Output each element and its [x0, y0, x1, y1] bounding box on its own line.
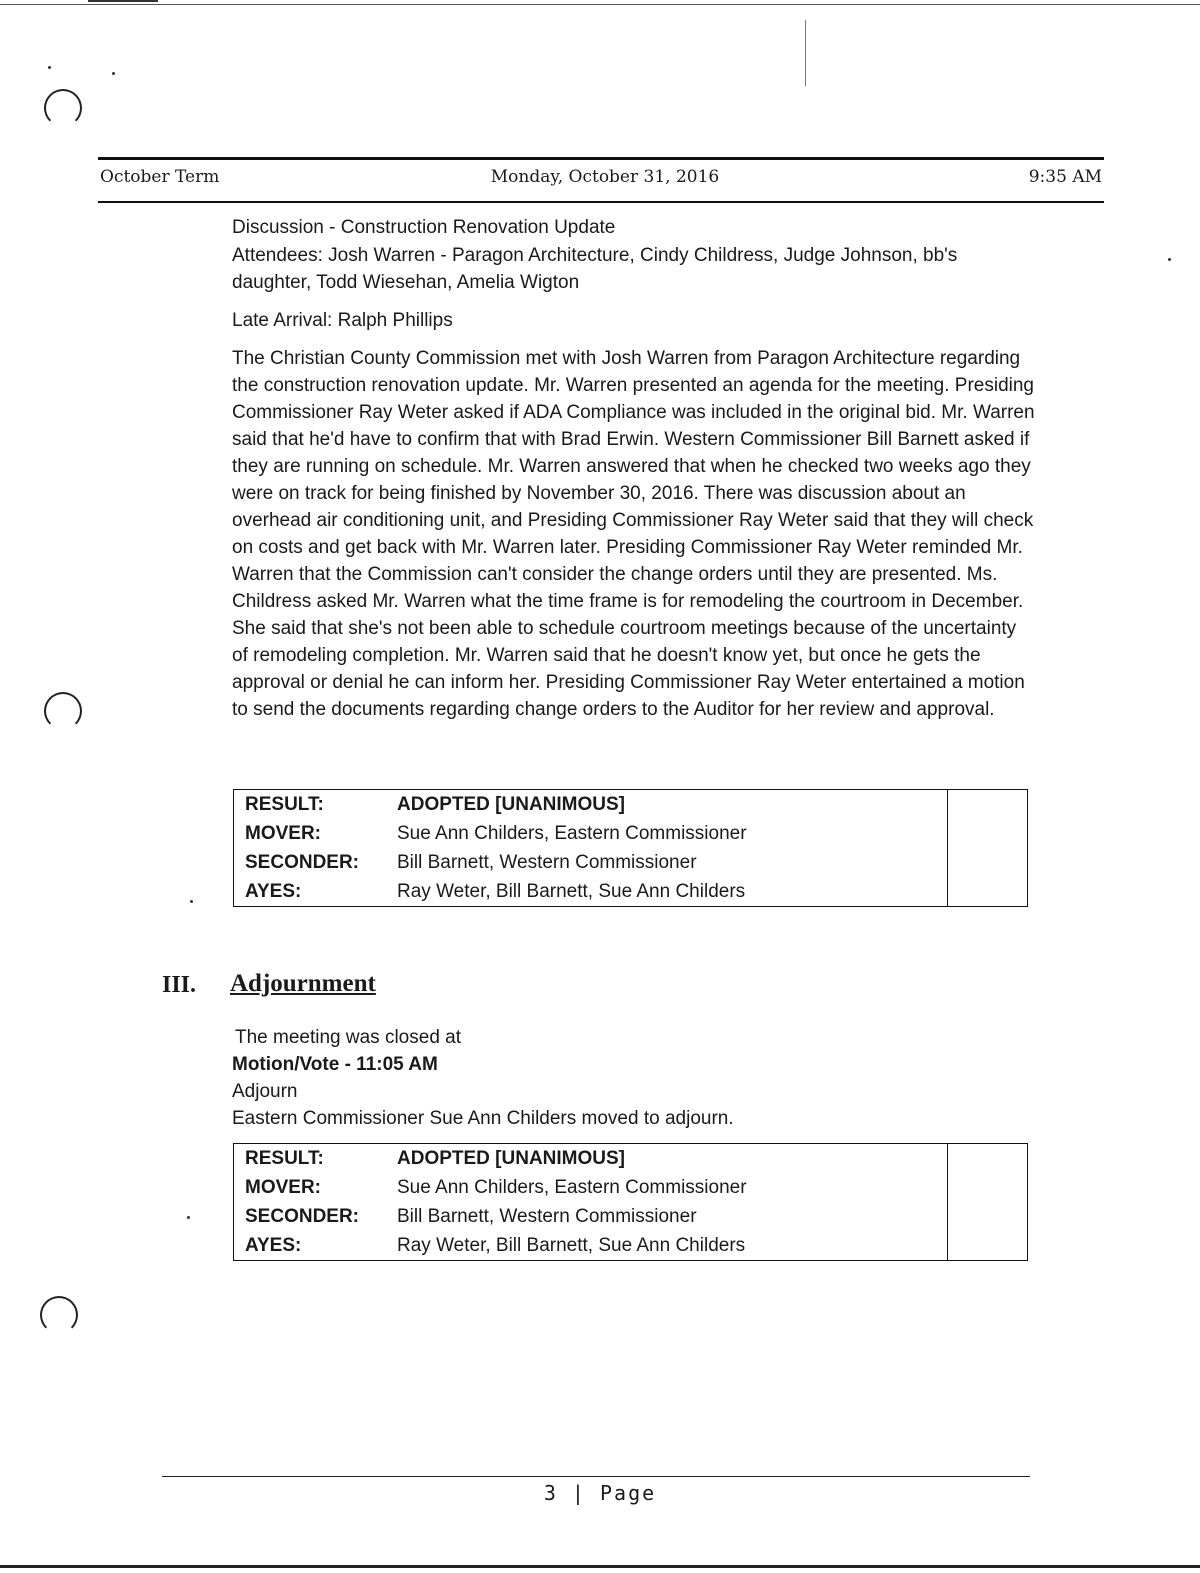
result-row [234, 790, 1027, 819]
ayes-value: Ray Weter, Bill Barnett, Sue Ann Childers [397, 881, 746, 902]
seconder-row [234, 848, 1027, 877]
discussion-summary: The Christian County Commission met with Josh Warren from Paragon Architecture regarding the construction renovation update. Mr. Warren presented an agenda for the meeting. Presiding Commissioner Ray Weter asked if ADA Compliance was included in the original bid. Mr. Warren said that he'd have to confirm that with Brad Erwin. Western Commissioner Bill Barnett asked if they are running on schedule. Mr. Warren answered that when he checked two weeks ago they were on track for being finished by November 30, 2016. There was discussion about an overhead air conditioning unit, and Presiding Commissioner Ray Weter said that they will check on costs and get back with Mr. Warren later. Presiding Commissioner Ray Weter reminded Mr. Warren that the Commission can't consider the change orders until they are presented. Ms. Childress asked Mr. Warren what the time frame is for remodeling the courtroom in December. She said that she's not been able to schedule courtroom meetings because of the uncertainty of remodeling completion. Mr. Warren said that he doesn't know yet, but once he gets the approval or denial he can inform her. Presiding Commissioner Ray Weter entertained a motion to send the documents regarding change orders to the Auditor for her review and approval. [232, 348, 1035, 720]
ayes-row [234, 877, 1027, 906]
footer-rule [162, 1476, 1030, 1477]
header-rule-top [98, 157, 1104, 160]
adjourn-vote-table [233, 1143, 1028, 1261]
ayes-value: Ray Weter, Bill Barnett, Sue Ann Childers [397, 1235, 746, 1256]
vote-result-table [233, 789, 1028, 907]
header-rule-bottom [98, 201, 1104, 203]
table-cell-blank [948, 1173, 1028, 1202]
table-cell-blank [827, 877, 948, 906]
discussion-title: Discussion - Construction Renovation Update [232, 217, 616, 238]
table-cell-blank [827, 1173, 948, 1202]
seconder-value: Bill Barnett, Western Commissioner [397, 852, 697, 873]
scan-speck [190, 900, 193, 903]
result-label: RESULT: [245, 1148, 324, 1169]
scan-speck [187, 1216, 190, 1219]
table-cell-blank [827, 1231, 948, 1260]
section-number: III. [162, 972, 197, 998]
ayes-label: AYES: [245, 881, 302, 902]
moved-line: Eastern Commissioner Sue Ann Childers moved to adjourn. [232, 1108, 734, 1129]
result-row [234, 1144, 1027, 1173]
ayes-row [234, 1231, 1027, 1260]
closed-line: The meeting was closed at [235, 1027, 462, 1048]
punch-hole-middle [44, 692, 82, 730]
table-cell-blank [948, 790, 1028, 819]
adjourn-line: Adjourn [232, 1081, 298, 1102]
ayes-label: AYES: [245, 1235, 302, 1256]
seconder-label: SECONDER: [245, 1206, 360, 1227]
motion-vote-line: Motion/Vote - 11:05 AM [232, 1054, 438, 1075]
punch-hole-bottom [40, 1296, 78, 1334]
mover-value: Sue Ann Childers, Eastern Commissioner [397, 823, 747, 844]
table-cell-blank [827, 790, 948, 819]
result-label: RESULT: [245, 794, 324, 815]
seconder-label: SECONDER: [245, 852, 360, 873]
table-cell-blank [827, 819, 948, 848]
section-title: Adjournment [230, 970, 376, 997]
seconder-value: Bill Barnett, Western Commissioner [397, 1206, 697, 1227]
header-time: 9:35 AM [1028, 167, 1102, 187]
table-cell-blank [948, 1231, 1028, 1260]
attendees: Attendees: Josh Warren - Paragon Architecture, Cindy Childress, Judge Johnson, bb's daughter, Todd Wiesehan, Amelia Wigton [232, 245, 958, 293]
scan-speck [112, 72, 115, 75]
mover-label: MOVER: [245, 1177, 321, 1198]
mover-row [234, 1173, 1027, 1202]
scan-speck [48, 66, 51, 69]
punch-hole-top [44, 89, 82, 127]
scan-edge-top [0, 4, 1200, 5]
table-cell-blank [948, 819, 1028, 848]
scan-mark [88, 0, 158, 2]
result-value: ADOPTED [UNANIMOUS] [397, 794, 625, 815]
table-cell-blank [948, 877, 1028, 906]
table-cell-blank [827, 848, 948, 877]
table-cell-blank [948, 848, 1028, 877]
mover-label: MOVER: [245, 823, 321, 844]
header-date: Monday, October 31, 2016 [490, 167, 720, 187]
mover-row [234, 819, 1027, 848]
late-arrival: Late Arrival: Ralph Phillips [232, 310, 453, 331]
table-cell-blank [827, 1144, 948, 1173]
result-value: ADOPTED [UNANIMOUS] [397, 1148, 625, 1169]
header-term: October Term [100, 167, 220, 187]
table-cell-blank [827, 1202, 948, 1231]
scan-edge-bottom [0, 1565, 1200, 1568]
scan-streak [805, 20, 806, 86]
table-cell-blank [948, 1202, 1028, 1231]
scan-speck [1168, 258, 1171, 261]
table-cell-blank [948, 1144, 1028, 1173]
page-number: 3 | Page [543, 1481, 657, 1505]
seconder-row [234, 1202, 1027, 1231]
mover-value: Sue Ann Childers, Eastern Commissioner [397, 1177, 747, 1198]
